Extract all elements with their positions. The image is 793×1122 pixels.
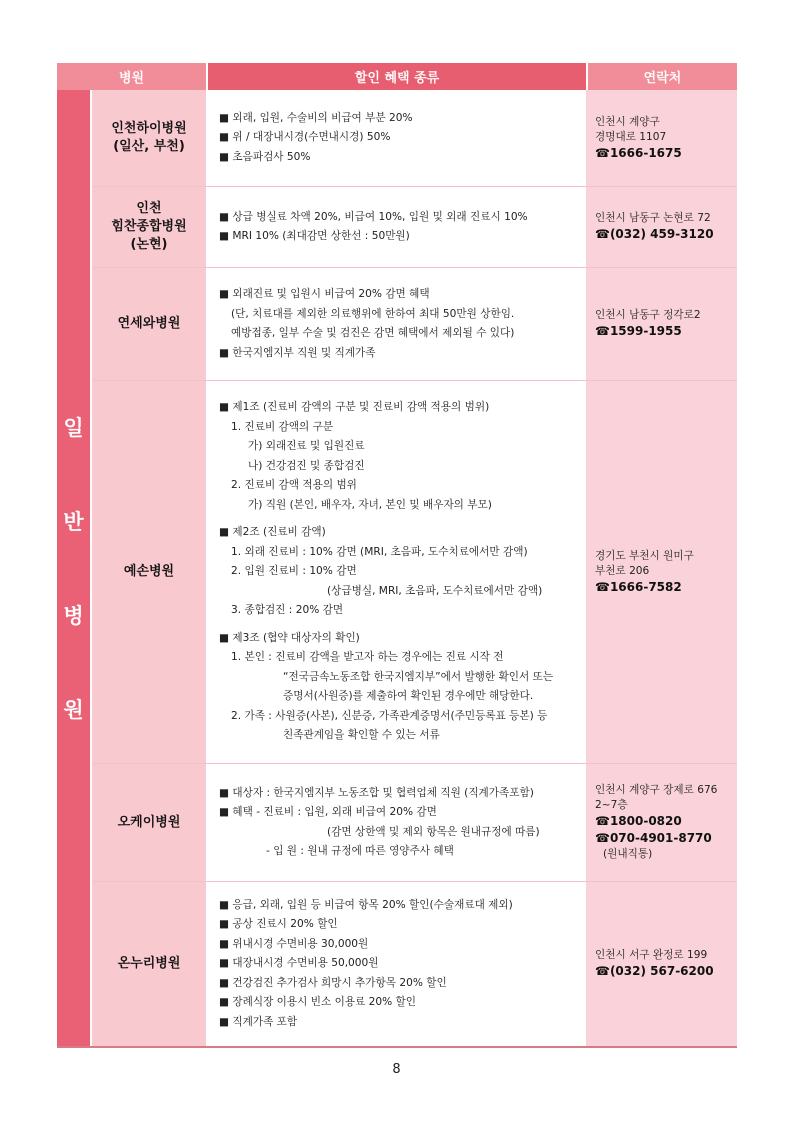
benefit-item: ■ 대장내시경 수면비용 50,000원 — [219, 957, 379, 970]
benefit-item: 2. 진료비 감액 적용의 범위 — [231, 479, 357, 492]
table-row — [92, 882, 737, 1046]
phone-number: ☎070-4901-8770 — [595, 831, 712, 845]
table-row — [92, 90, 737, 186]
hospital-name: 인천 힘찬종합병원 (논현) — [92, 187, 206, 267]
benefit-item: ■ 위내시경 수면비용 30,000원 — [219, 937, 369, 950]
benefit-item: 친족관계임을 확인할 수 있는 서류 — [283, 729, 440, 742]
benefit-item: ■ 외래진료 및 입원시 비급여 20% 감면 혜택 — [219, 288, 430, 300]
table-row — [92, 764, 737, 881]
address-line: 인천시 남동구 논현로 72 — [595, 212, 711, 224]
benefit-item: 예방접종, 일부 수술 및 검진은 감면 혜택에서 제외될 수 있다) — [231, 327, 515, 339]
address-line: 2~7층 — [595, 799, 628, 811]
phone-number: ☎(032) 567-6200 — [595, 964, 714, 978]
contact-info — [586, 764, 737, 881]
page-number: 8 — [392, 1062, 401, 1077]
contact-info — [586, 381, 737, 763]
benefit-item: ■ 대상자 : 한국지엠지부 노동조합 및 협력업체 직원 (직계가족포함) — [219, 786, 534, 799]
benefit-item: (상급병실, MRI, 초음파, 도수치료에서만 감액) — [327, 584, 543, 597]
benefit-list — [208, 90, 584, 186]
benefit-item: 3. 종합검진 : 20% 감면 — [231, 604, 344, 617]
benefit-item: ■ 공상 진료시 20% 할인 — [219, 918, 338, 931]
category-char: 일 — [63, 416, 84, 440]
phone-number: ☎(032) 459-3120 — [595, 227, 714, 241]
category-char: 반 — [63, 510, 84, 534]
hospital-name: 오케이병원 — [92, 764, 206, 881]
contact-info — [586, 882, 737, 1046]
hospital-name: 연세와병원 — [92, 268, 206, 380]
benefit-item: ■ 제2조 (진료비 감액) — [219, 526, 326, 539]
benefit-item: ■ 장례식장 이용시 빈소 이용료 20% 할인 — [219, 996, 417, 1009]
benefit-list — [208, 381, 584, 763]
benefit-item: ■ 상급 병실료 차액 20%, 비급여 10%, 입원 및 외래 진료시 10% — [219, 210, 528, 223]
phone-number: ☎1800-0820 — [595, 814, 682, 828]
hospital-discount-table — [57, 63, 737, 1048]
benefit-item: ■ 제1조 (진료비 감액의 구분 및 진료비 감액 적용의 범위) — [219, 401, 490, 414]
phone-number: ☎1666-7582 — [595, 579, 682, 594]
address-line: 부천로 206 — [595, 564, 650, 577]
category-general-hospital — [57, 90, 90, 1046]
category-char: 원 — [63, 698, 84, 722]
benefit-item: ■ 초음파검사 50% — [219, 150, 311, 163]
benefit-item: ■ 직계가족 포함 — [219, 1015, 298, 1028]
phone-number: ☎1599-1955 — [595, 324, 682, 338]
header-hospital: 병원 — [57, 63, 206, 90]
phone-number: ☎1666-1675 — [595, 145, 682, 160]
address-line: 경기도 부천시 원미구 — [595, 549, 694, 562]
address-line: 인천시 계양구 — [595, 115, 660, 128]
table-row — [92, 187, 737, 267]
benefit-list — [208, 882, 584, 1046]
benefit-item: 가) 직원 (본인, 배우자, 자녀, 본인 및 배우자의 부모) — [248, 498, 492, 511]
header-contact: 연락처 — [588, 63, 737, 90]
benefit-item: (단, 치료대를 제외한 의료행위에 한하여 최대 50만원 상한임. — [231, 307, 515, 320]
benefit-item: ■ 위 / 대장내시경(수면내시경) 50% — [219, 131, 391, 144]
benefit-list — [208, 268, 584, 380]
benefit-item: ■ 제3조 (협약 대상자의 확인) — [219, 631, 360, 644]
benefit-item: 나) 건강검진 및 종합검진 — [248, 459, 365, 472]
benefit-item: ■ 응급, 외래, 입원 등 비급여 항목 20% 할인(수술재료대 제외) — [219, 898, 513, 911]
header-benefit: 할인 혜택 종류 — [208, 63, 586, 90]
benefit-item: (감면 상한액 및 제외 항목은 원내규정에 따름) — [327, 825, 540, 838]
benefit-item: 1. 진료비 감액의 구분 — [231, 420, 334, 433]
benefit-item: ■ MRI 10% (최대감면 상한선 : 50만원) — [219, 230, 410, 242]
contact-info — [586, 187, 737, 267]
address-line: 인천시 서구 완정로 199 — [595, 949, 708, 961]
table-row — [92, 381, 737, 763]
benefit-item: ■ 혜택 - 진료비 : 입원, 외래 비급여 20% 감면 — [219, 806, 437, 818]
benefit-item: 2. 입원 진료비 : 10% 감면 — [231, 565, 357, 578]
category-char: 병 — [63, 604, 84, 628]
benefit-item: “전국금속노동조합 한국지엠지부”에서 발행한 확인서 또는 — [283, 670, 554, 683]
address-line: 인천시 남동구 정각로2 — [595, 309, 701, 321]
benefit-item: ■ 한국지엠지부 직원 및 직계가족 — [219, 346, 376, 359]
benefit-item: 증명서(사원증)를 제출하여 확인된 경우에만 해당한다. — [283, 690, 534, 703]
benefit-item: 가) 외래진료 및 입원진료 — [248, 440, 365, 453]
benefit-item: 1. 외래 진료비 : 10% 감면 (MRI, 초음파, 도수치료에서만 감액) — [231, 545, 528, 558]
contact-info — [586, 268, 737, 380]
hospital-name: 온누리병원 — [92, 882, 206, 1046]
benefit-item: - 입 원 : 원내 규정에 따른 영양주사 혜택 — [266, 845, 454, 857]
table-row — [92, 268, 737, 380]
benefit-list — [208, 187, 584, 267]
benefit-item: 2. 가족 : 사원증(사본), 신분증, 가족관계증명서(주민등록표 등본) 등 — [231, 709, 548, 722]
hospital-name: 인천하이병원 (일산, 부천) — [92, 90, 206, 186]
benefit-list — [208, 764, 584, 881]
benefit-item: ■ 건강검진 추가검사 희망시 추가항목 20% 할인 — [219, 976, 447, 989]
contact-info — [586, 90, 737, 186]
benefit-item: ■ 외래, 입원, 수술비의 비급여 부분 20% — [219, 111, 413, 124]
address-line: 인천시 계양구 장제로 676 — [595, 784, 718, 796]
benefit-item: 1. 본인 : 진료비 감액을 받고자 하는 경우에는 진료 시작 전 — [231, 651, 504, 664]
contact-note: (원내직통) — [603, 848, 653, 860]
address-line: 경명대로 1107 — [595, 130, 667, 143]
hospital-name: 예손병원 — [92, 381, 206, 763]
